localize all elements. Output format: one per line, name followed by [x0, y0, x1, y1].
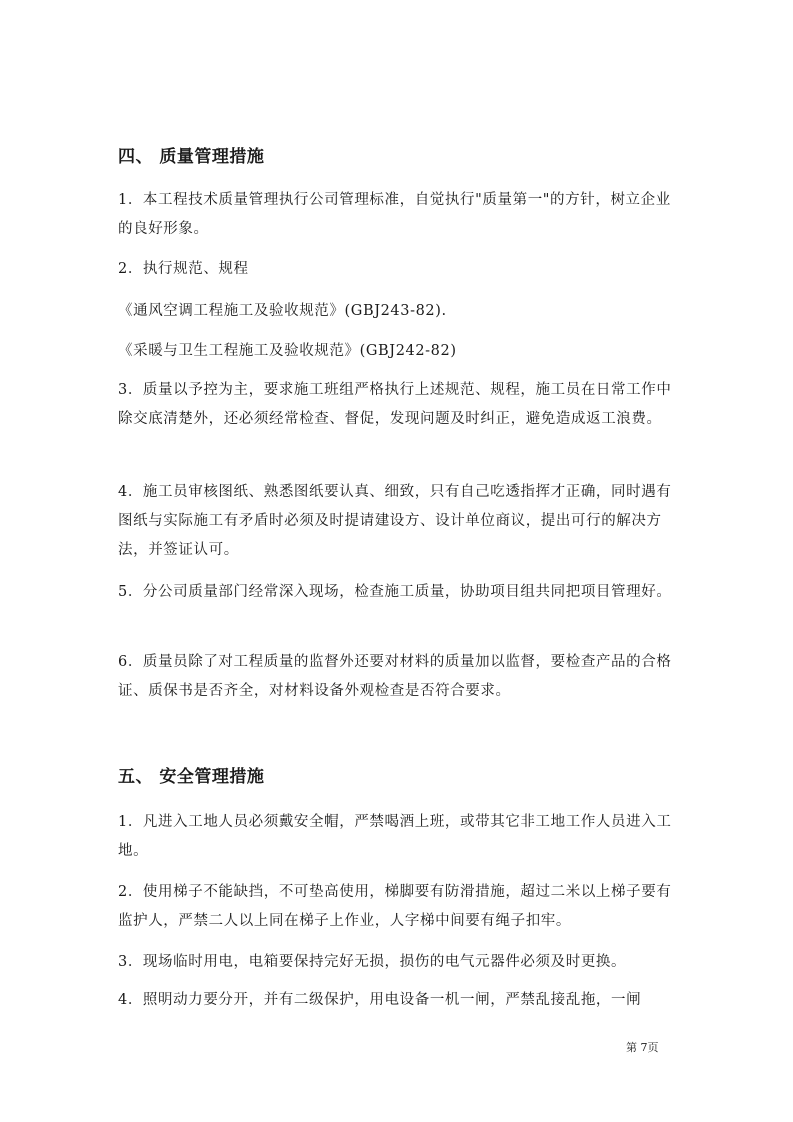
section-5-item-3: 3．现场临时用电，电箱要保持完好无损，损伤的电气元器件必须及时更换。	[118, 954, 627, 970]
section-4-item-6: 6．质量员除了对工程质量的监督外还要对材料的质量加以监督，要检查产品的合格证、质保书是否齐全，对材料设备外观检查是否符合要求。	[118, 654, 672, 699]
section-4-heading: 四、 质量管理措施	[118, 147, 265, 167]
section-4-item-5: 5．分公司质量部门经常深入现场，检查施工质量，协助项目组共同把项目管理好。	[118, 584, 672, 600]
page-number: 第 7页	[626, 1041, 659, 1054]
section-5-item-2: 2．使用梯子不能缺挡，不可垫高使用，梯脚要有防滑措施，超过二米以上梯子要有监护人，严禁二人以上同在梯子上作业，人字梯中间要有绳子扣牢。	[118, 884, 672, 929]
section-4-item-2: 2．执行规范、规程	[118, 261, 249, 277]
section-5-item-1: 1．凡进入工地人员必须戴安全帽，严禁喝酒上班，或带其它非工地工作人员进入工地。	[118, 814, 672, 859]
section-5-item-4: 4．照明动力要分开，并有二级保护，用电设备一机一闸，严禁乱接乱拖，一闸	[118, 992, 642, 1008]
section-4-item-1: 1．本工程技术质量管理执行公司管理标准，自觉执行"质量第一"的方针，树立企业的良好形象。	[118, 192, 671, 237]
section-4-standard-2: 《采暖与卫生工程施工及验收规范》(GBJ242-82)	[118, 343, 457, 359]
section-5-heading: 五、 安全管理措施	[118, 767, 265, 787]
section-4-item-4: 4．施工员审核图纸、熟悉图纸要认真、细致，只有自己吃透指挥才正确，同时遇有图纸与实际施工有矛盾时必须及时提请建设方、设计单位商议，提出可行的解决方法，并签证认可。	[118, 484, 672, 558]
section-4-item-3: 3．质量以予控为主，要求施工班组严格执行上述规范、规程，施工员在日常工作中除交底清楚外，还必须经常检查、督促，发现问题及时纠正，避免造成返工浪费。	[118, 382, 672, 427]
section-4-standard-1: 《通风空调工程施工及验收规范》(GBJ243-82).	[118, 303, 447, 319]
